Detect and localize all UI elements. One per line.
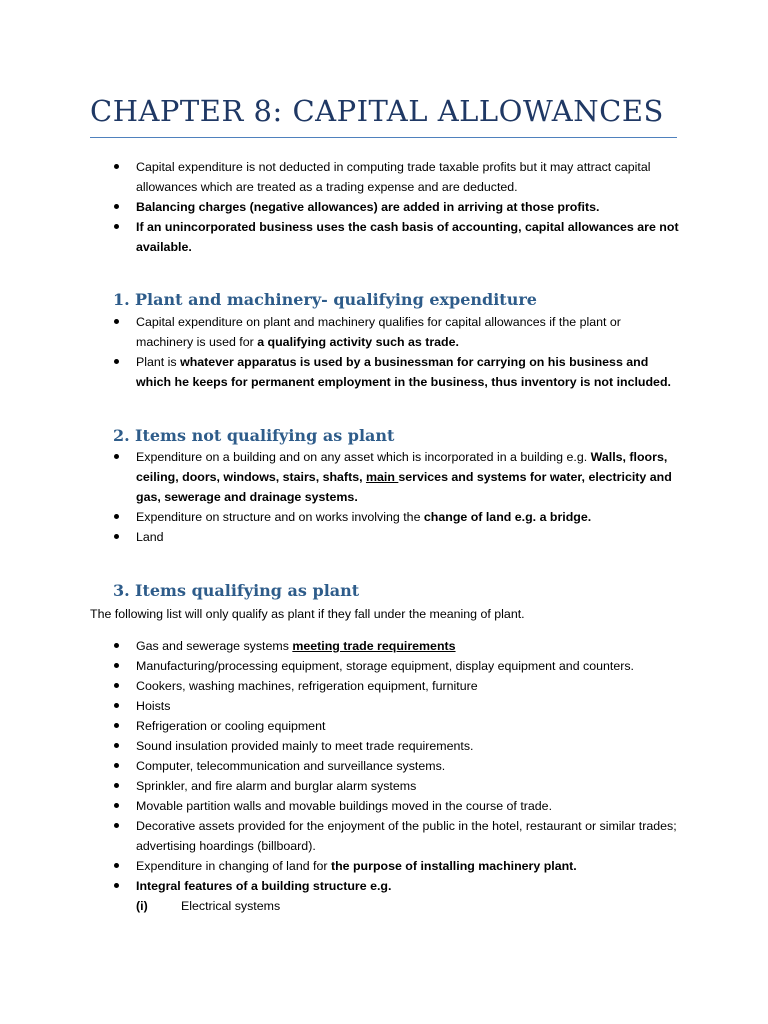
list-item [0,527,768,547]
list-item [0,507,768,527]
sub-item-marker: (i) [136,899,148,913]
list-item [0,157,768,197]
bullet-bold-text: services and systems for water, electricity and gas, sewerage and drainage systems. [136,470,672,504]
section-title: Items qualifying as plant [135,581,360,600]
bullet-text: Capital expenditure is not deducted in computing trade taxable profits but it may attract capital allowances which are treated as a trading expense and are deducted. [136,160,651,194]
list-item [0,312,768,352]
bullet-icon [114,534,119,539]
bullet-text: Capital expenditure on plant and machinery qualifies for capital allowances if the plant or machinery is used for [136,315,621,349]
bullet-text: If an unincorporated business uses the cash basis of accounting, capital allowances are not available. [136,220,679,254]
bullet-icon [114,723,119,728]
bullet-text: Movable partition walls and movable buildings moved in the course of trade. [136,799,553,813]
bullet-text: Sprinkler, and fire alarm and burglar alarm systems [136,779,417,793]
list-item [0,736,768,756]
bullet-text: Expenditure on a building and on any asset which is incorporated in a building e.g. [136,450,591,464]
list-item [0,816,768,856]
bullet-icon [114,683,119,688]
bullet-text: Refrigeration or cooling equipment [136,719,326,733]
bullet-underlined-text: main [365,470,399,484]
bullet-bold-text: Integral features of a building structure e.g. [136,879,392,893]
list-item [0,796,768,816]
section-3-bullet-list [0,636,768,896]
bullet-bold-text: Walls, floors, ceiling, doors, windows, stairs, shafts, [136,450,668,484]
sub-item-text: Electrical systems [181,899,281,913]
bullet-bold-text: a qualifying activity such as trade. [257,335,459,349]
section-title: Plant and machinery- qualifying expenditure [135,290,537,309]
bullet-underlined-text: meeting trade requirements [292,639,456,653]
bullet-icon [114,763,119,768]
list-item [0,856,768,876]
bullet-bold-text: change of land e.g. a bridge. [423,510,592,524]
bullet-icon [114,863,119,868]
section-heading-qualifying [113,581,359,600]
bullet-text: Cookers, washing machines, refrigeration equipment, furniture [136,679,478,693]
bullet-text: Plant is [136,355,181,369]
list-item [0,876,768,896]
bullet-text: Land [136,530,164,544]
bullet-icon [114,359,119,364]
bullet-icon [114,643,119,648]
section-number: 2. [113,426,130,445]
title-underline-rule [90,137,677,138]
bullet-text: Manufacturing/processing equipment, storage equipment, display equipment and counters. [136,659,634,673]
bullet-icon [114,514,119,519]
bullet-text: Expenditure on structure and on works involving the [136,510,424,524]
bullet-text: Hoists [136,699,171,713]
list-item [0,447,768,507]
bullet-icon [114,224,119,229]
list-item [0,197,768,217]
sub-list-item [136,896,280,916]
bullet-text: Decorative assets provided for the enjoyment of the public in the hotel, restaurant or similar trades; advertising hoardings (billboard). [136,819,677,853]
bullet-icon [114,743,119,748]
section-heading-plant-machinery [113,290,537,309]
list-item [0,716,768,736]
bullet-icon [114,823,119,828]
bullet-icon [114,883,119,888]
intro-bullet-list [0,157,768,257]
bullet-icon [114,783,119,788]
list-item [0,656,768,676]
list-item [0,676,768,696]
section-title: Items not qualifying as plant [135,426,395,445]
bullet-icon [114,454,119,459]
bullet-icon [114,803,119,808]
list-item [0,636,768,656]
bullet-bold-text: whatever apparatus is used by a businessman for carrying on his business and which he keeps for permanent employment in the business, thus inventory is not included. [136,355,671,389]
bullet-bold-text: the purpose of installing machinery plant. [330,859,577,873]
bullet-text: Computer, telecommunication and surveillance systems. [136,759,446,773]
bullet-icon [114,164,119,169]
chapter-title: CHAPTER 8: CAPITAL ALLOWANCES [90,94,664,128]
section-1-bullet-list [0,312,768,392]
section-3-intro: The following list will only qualify as plant if they fall under the meaning of plant. [90,607,525,621]
bullet-text: Sound insulation provided mainly to meet trade requirements. [136,739,474,753]
list-item [0,352,768,392]
bullet-icon [114,319,119,324]
list-item [0,776,768,796]
bullet-text: Balancing charges (negative allowances) are added in arriving at those profits. [136,200,600,214]
bullet-icon [114,703,119,708]
section-heading-not-qualifying [113,426,394,445]
bullet-text: Expenditure in changing of land for [136,859,331,873]
section-2-bullet-list [0,447,768,547]
list-item [0,756,768,776]
section-number: 3. [113,581,130,600]
bullet-icon [114,204,119,209]
list-item [0,217,768,257]
bullet-text: Gas and sewerage systems [136,639,293,653]
list-item [0,696,768,716]
bullet-icon [114,663,119,668]
section-number: 1. [113,290,130,309]
